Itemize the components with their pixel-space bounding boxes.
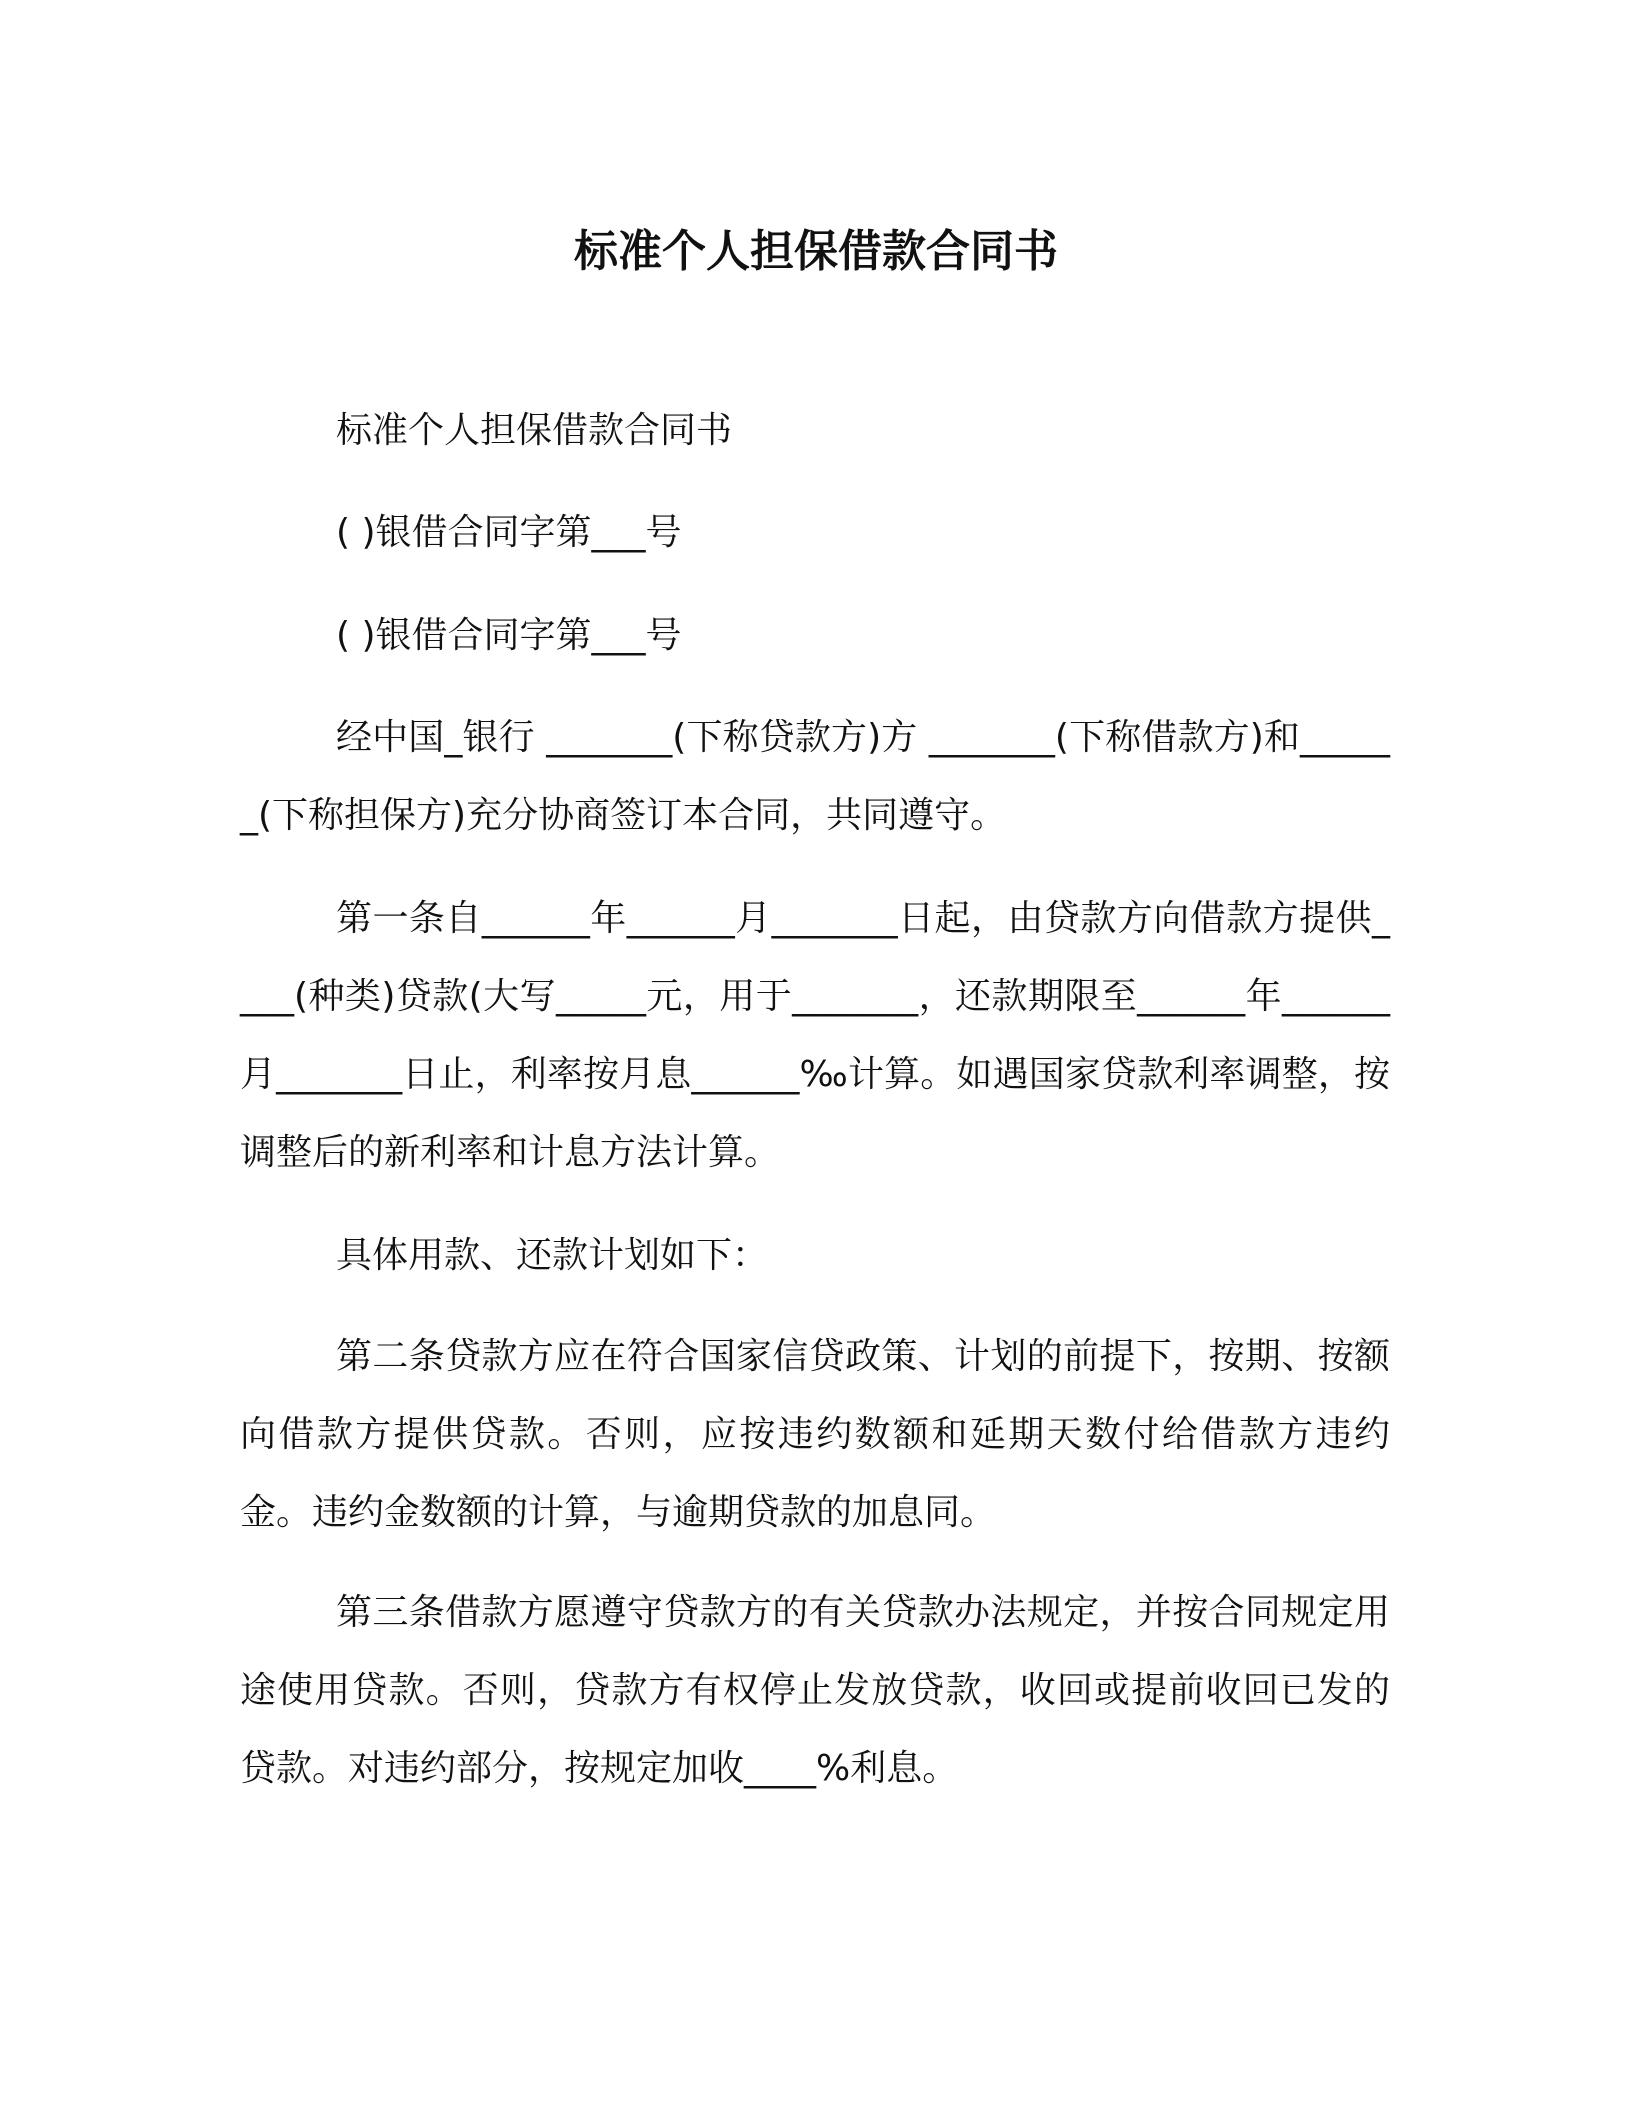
paragraph-article-2: 第二条贷款方应在符合国家信贷政策、计划的前提下，按期、按额向借款方提供贷款。否则，应按违约数额和延期天数付给借款方违约金。违约金数额的计算，与逾期贷款的加息同。 bbox=[240, 1336, 1390, 1533]
document-title: 标准个人担保借款合同书 bbox=[574, 226, 1058, 277]
paragraph-article-1: 第一条自______年______月_______日起，由贷款方向借款方提供____(种类)贷款(大写_____元，用于_______，还款期限至______年______月_______日止，利率按月息______‰计算。如遇国家贷款利率调整，按调整后的新利率和计息方法计算。 bbox=[240, 898, 1390, 1173]
paragraph-contract-number-2: ( )银借合同字第___号 bbox=[336, 615, 682, 656]
paragraph-article-3: 第三条借款方愿遵守贷款方的有关贷款办法规定，并按合同规定用途使用贷款。否则，贷款方有权停止发放贷款，收回或提前收回已发的贷款。对违约部分，按规定加收____%利息。 bbox=[240, 1592, 1390, 1789]
paragraph-contract-number-1: ( )银借合同字第___号 bbox=[336, 512, 682, 553]
paragraph-repayment-plan: 具体用款、还款计划如下： bbox=[336, 1235, 769, 1276]
paragraph-preamble: 经中国_银行 _______(下称贷款方)方 _______(下称借款方)和______(下称担保方)充分协商签订本合同，共同遵守。 bbox=[240, 717, 1390, 836]
paragraph-subtitle: 标准个人担保借款合同书 bbox=[336, 410, 733, 451]
